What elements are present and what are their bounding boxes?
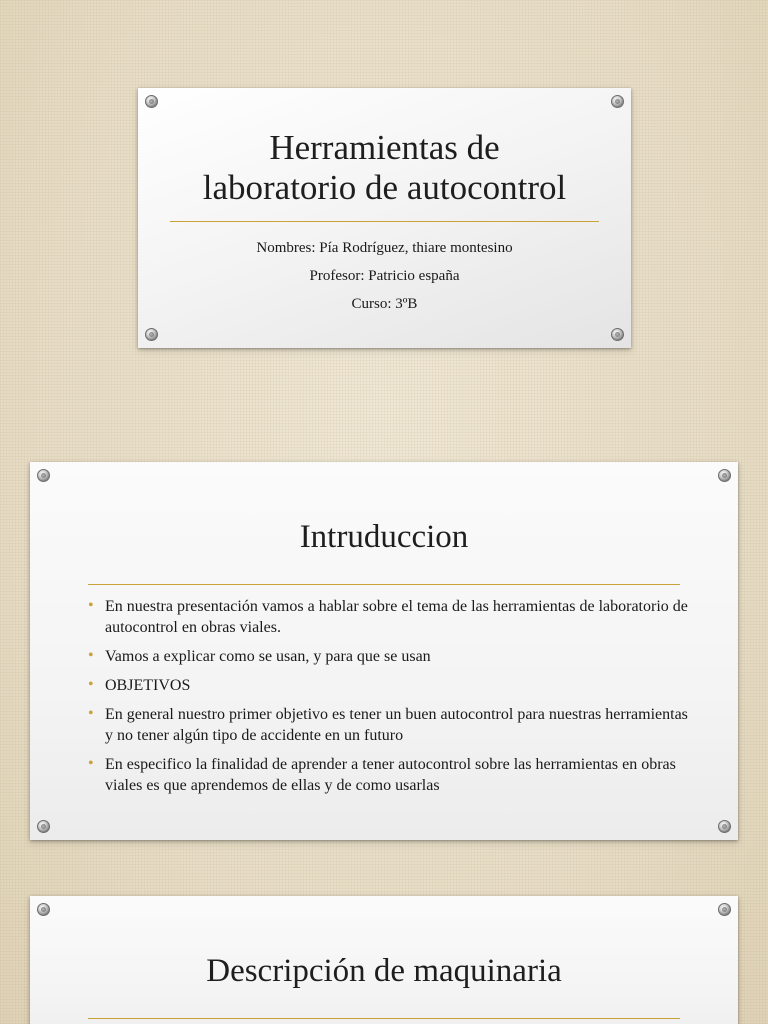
screw-icon [718, 820, 731, 833]
list-item: • En nuestra presentación vamos a hablar sobre el tema de las herramientas de laboratorio de autocontrol en obras viales. [88, 596, 688, 638]
bullet-list [88, 596, 688, 804]
list-item: • En especifico la finalidad de aprender a tener autocontrol sobre las herramientas en obras viales es que aprendemos de ellas y de como usarlas [88, 754, 688, 796]
authors-text: Nombres: Pía Rodríguez, thiare montesino [256, 240, 513, 256]
machinery-slide [30, 896, 738, 1024]
screw-icon [611, 95, 624, 108]
presentation-title [138, 128, 631, 208]
screw-icon [611, 328, 624, 341]
list-item: • Vamos a explicar como se usan, y para que se usan [88, 646, 688, 667]
heading-divider [88, 584, 680, 585]
list-item: • En general nuestro primer objetivo es tener un buen autocontrol para nuestras herramientas y no tener algún tipo de accidente en un futuro [88, 704, 688, 746]
title-divider [170, 221, 599, 222]
screw-icon [37, 903, 50, 916]
slide-heading: Intruduccion [299, 519, 469, 555]
screw-icon [145, 95, 158, 108]
intro-slide [30, 462, 738, 840]
course-text: Curso: 3ºB [351, 296, 418, 312]
screw-icon [37, 820, 50, 833]
screw-icon [718, 903, 731, 916]
slide-heading: Descripción de maquinaria [206, 953, 562, 989]
screw-icon [37, 469, 50, 482]
screw-icon [145, 328, 158, 341]
title-line-1: Herramientas de [269, 128, 500, 167]
subtitle-block [138, 234, 631, 318]
title-line-2: laboratorio de autocontrol [202, 168, 567, 207]
list-item: • OBJETIVOS [88, 675, 688, 696]
screw-icon [718, 469, 731, 482]
title-slide [138, 88, 631, 348]
heading-divider [88, 1018, 680, 1019]
teacher-text: Profesor: Patricio españa [309, 268, 460, 284]
